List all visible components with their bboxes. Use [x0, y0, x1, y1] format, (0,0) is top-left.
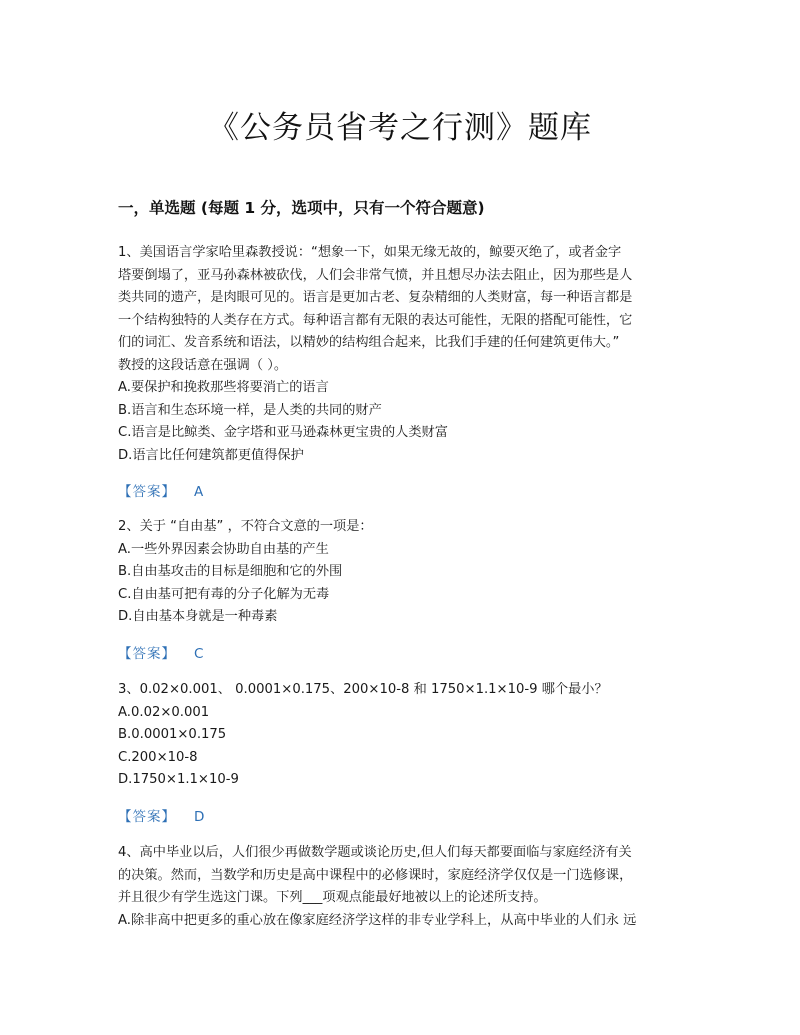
- option-b: B.0.0001×0.175: [118, 727, 227, 742]
- option-a: A.一些外界因素会协助自由基的产生: [118, 541, 329, 557]
- option-a: A.要保护和挽救那些将要消亡的语言: [118, 380, 329, 395]
- option-d: D.语言比任何建筑都更值得保护: [118, 447, 304, 463]
- option-c: C.200×10-8: [118, 749, 198, 765]
- option-a: A.0.02×0.001: [118, 704, 210, 720]
- question-stem-line: 塔要倒塌了，亚马孙森林被砍伐，人们会非常气愤，并且想尽办法去阻止，因为那些是人: [118, 267, 633, 283]
- question-stem-line: 类共同的遗产，是肉眼可见的。语言是更加古老、复杂精细的人类财富，每一种语言都是: [118, 290, 633, 305]
- option-d: D.自由基本身就是一种毒素: [118, 609, 278, 624]
- answer-value: A: [194, 484, 204, 500]
- question-3: [118, 679, 683, 792]
- option-c: C.语言是比鲸类、金字塔和亚马逊森林更宝贵的人类财富: [118, 425, 448, 440]
- question-stem-line: 1、美国语言学家哈里森教授说：“想象一下，如果无缘无故的，鲸要灭绝了，或者金字: [118, 245, 622, 260]
- question-stem-line: 们的词汇、发音系统和语法，以精妙的结构组合起来，比我们手建的任何建筑更伟大。”: [118, 335, 620, 350]
- answer-value: C: [194, 646, 204, 662]
- answer-label: 【答案】: [118, 809, 176, 825]
- section-heading: 一，单选题 (每题 1 分，选项中，只有一个符合题意): [118, 199, 485, 217]
- answer-1: [118, 481, 203, 503]
- question-stem-line: 一个结构独特的人类存在方式。每种语言都有无限的表达可能性，无限的搭配可能性，它: [118, 312, 633, 328]
- option-b: B.语言和生态环境一样，是人类的共同的财产: [118, 402, 382, 418]
- option-d: D.1750×1.1×10-9: [118, 772, 239, 787]
- question-4: [118, 842, 683, 932]
- question-1: [118, 242, 683, 467]
- question-stem-line: 3、0.02×0.001、 0.0001×0.175、200×10-8 和 1750×1.1×10-9 哪个最小？: [118, 682, 608, 697]
- question-stem-line: 2、关于 “自由基” ，不符合文意的一项是：: [118, 519, 373, 534]
- option-b: B.自由基攻击的目标是细胞和它的外围: [118, 564, 343, 579]
- answer-3: [118, 806, 204, 828]
- question-stem-line: 教授的这段话意在强调（ ）。: [118, 357, 288, 373]
- answer-value: D: [194, 809, 205, 825]
- option-c: C.自由基可把有毒的分子化解为无毒: [118, 586, 330, 602]
- question-stem-line: 并且很少有学生选这门课。下列___项观点能最好地被以上的论述所支持。: [118, 890, 547, 905]
- option-a: A.除非高中把更多的重心放在像家庭经济学这样的非专业学科上，从高中毕业的人们永 远: [118, 912, 637, 928]
- document-title: 《公务员省考之行测》题库: [208, 110, 592, 146]
- question-2: [118, 516, 683, 629]
- answer-2: [118, 643, 203, 665]
- answer-label: 【答案】: [118, 646, 176, 662]
- question-stem-line: 的决策。然而，当数学和历史是高中课程中的必修课时，家庭经济学仅仅是一门选修课，: [118, 867, 633, 883]
- question-stem-line: 4、高中毕业以后，人们很少再做数学题或谈论历史,但人们每天都要面临与家庭经济有关: [118, 845, 632, 860]
- answer-label: 【答案】: [118, 484, 176, 500]
